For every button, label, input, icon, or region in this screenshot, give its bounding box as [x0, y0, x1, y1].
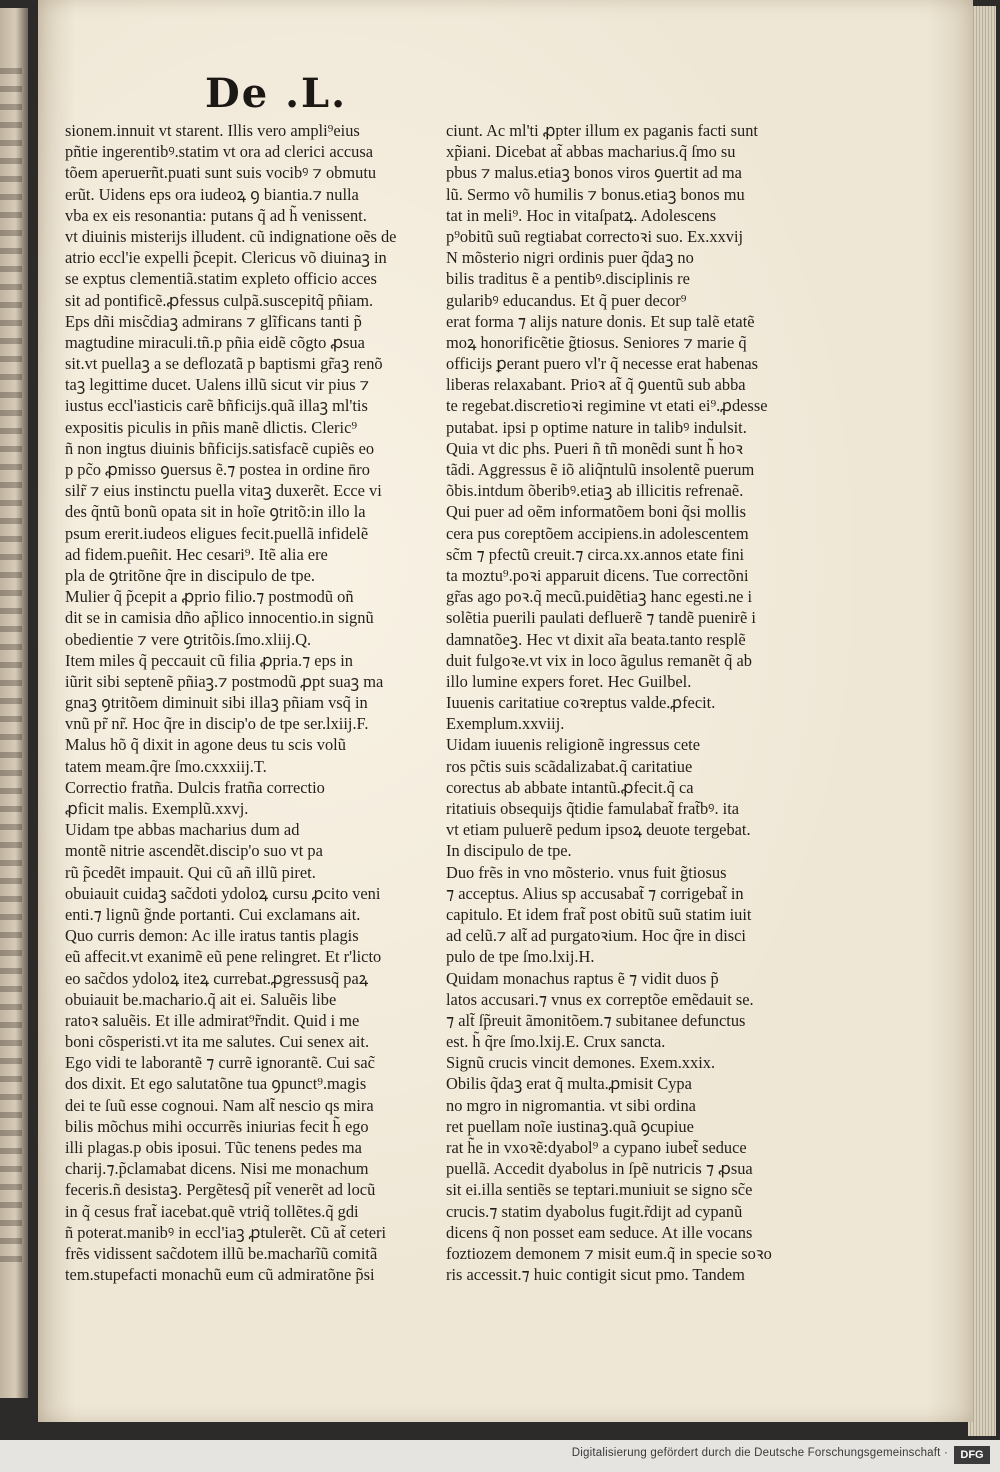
left-text-column: [65, 120, 410, 1285]
left-column-line: tem.stupefacti monachũ eum cũ admiratõne p̃si: [65, 1265, 375, 1285]
left-column-line: ñ poterat.manibꝰ in eccl'iaꝫ ꝓtulerẽt. Cũ at̃ ceteri: [65, 1222, 387, 1242]
right-column-line: damnatõeꝫ. Hec vt dixit aĩa beata.tanto resplẽ: [446, 629, 746, 649]
left-column-line: Mulier q̃ p̃cepit a ꝓprio filio.⁊ postmodũ oñ: [65, 587, 354, 607]
right-column-line: tãdi. Aggressus ẽ iõ aliq̃ntulũ insolentẽ puerum: [446, 460, 755, 479]
right-column-line: gr̃as ago poꝛ.q̃ mecũ.puidẽtiaꝫ hanc egesti.ne i: [446, 587, 753, 607]
right-column-line: dicens q̃ non posset eam seduce. At ille vocans: [446, 1222, 753, 1242]
right-column-line: duit fulgoꝛe.vt vix in loco ãgulus remanẽt q̃ ab: [446, 650, 752, 670]
left-page-edge: [0, 8, 28, 1398]
left-column-line: expositis piculis in pñis manẽ dlictis. Cleric⁹: [65, 417, 358, 437]
right-column-line: sc̃m ⁊ pfectũ creuit.⁊ circa.xx.annos etate fini: [446, 544, 745, 564]
left-column-line: obuiauit cuidaꝫ sac̃doti ydoloꝝ cursu ꝓcito veni: [65, 883, 381, 903]
right-column-line: ta moztu⁹.poꝛi apparuit dicens. Tue correctõni: [446, 565, 749, 585]
left-column-line: frẽs vidissent sac̃dotem illũ be.macharĩũ comitã: [65, 1243, 378, 1263]
dfg-logo: DFG: [954, 1446, 990, 1464]
right-column-line: Signũ crucis vincit demones. Exem.xxix.: [446, 1053, 716, 1073]
left-column-line: Ego vidi te laborantẽ ⁊ currẽ ignorantẽ. Cui sac̃: [65, 1053, 375, 1073]
right-column-line: tat in meli⁹. Hoc in vitaſpatꝝ. Adolescens: [446, 205, 717, 225]
right-column-line: Obilis q̃daꝫ erat q̃ multa.ꝓmisit Cypa: [446, 1074, 692, 1094]
right-column-line: ciunt. Ac ml'ti ꝓpter illum ex paganis facti sunt: [446, 121, 758, 140]
left-column-line: rũ p̃cedẽt impauit. Qui cũ añ illũ piret.: [65, 862, 316, 882]
right-column-line: vt etiam puluerẽ pedum ipsoꝝ deuote tergebat.: [446, 820, 751, 840]
right-column-line: illo lumine expers foret. Hec Guilbel.: [446, 671, 692, 691]
left-column-line: taꝫ legittime ducet. Ualens illũ sicut vir pius ⁊: [65, 375, 370, 395]
right-column-line: Qui puer ad oẽm informatõem boni q̃si mollis: [446, 502, 746, 522]
left-column-line: eo sac̃dos ydoloꝝ iteꝝ currebat.ꝓgressusq̃ paꝝ: [65, 968, 369, 988]
left-column-line: vnũ pr̃ nr̃. Hoc q̃re in discip'o de tpe ser.lxiij.F.: [65, 714, 369, 734]
left-column-line: iustus eccl'iasticis carẽ bñficijs.quã illaꝫ ml'tis: [65, 396, 368, 416]
left-column-line: boni cõsperisti.vt ita me salutes. Cui senex ait.: [65, 1032, 370, 1052]
left-column-line: in q̃ cesus frat̃ iacebat.quẽ vtriq̃ tollẽtes.q̃ gdi: [65, 1201, 359, 1221]
right-column-line: Duo frẽs in vno mõsterio. vnus fuit g̃tiosus: [446, 862, 727, 882]
left-column-line: vt diuinis misterijs illudent. cũ indignatione oẽs de: [65, 226, 397, 246]
right-column-line: foztiozem demonem ⁊ misit eum.q̃ in specie soꝛo: [446, 1243, 772, 1263]
right-column-line: putabat. ipsi p optime nature in talibꝰ indulsit.: [446, 417, 747, 437]
right-text-column: [446, 120, 791, 1285]
right-column-line: liberas relaxabant. Prioꝛ at̃ q̃ ꝯuentũ sub abba: [446, 375, 746, 395]
right-column-line: officijs ꝑerant puero vl'r q̃ necesse erat habenas: [446, 354, 759, 374]
left-column-line: psum ererit.iudeos eligues fecit.puellã infidelẽ: [65, 523, 369, 543]
right-column-line: Quidam monachus raptus ẽ ⁊ vidit duos p̃: [446, 968, 719, 988]
left-column-line: se exptus clementiã.statim expleto officio acces: [65, 269, 377, 289]
right-column-line: ret puellam noĩe iustinaꝫ.quã ꝯcupiue: [446, 1116, 694, 1136]
right-column-line: Quia vt dic phs. Pueri ñ tñ monẽdi sunt h̃ hoꝛ: [446, 438, 743, 458]
right-column-line: solẽtia puerili paulati defluerẽ ⁊ tandẽ puenirẽ i: [446, 608, 756, 628]
left-column-line: montẽ nitrie ascendẽt.discip'o suo vt pa: [65, 841, 323, 861]
right-column-line: latos accusari.⁊ vnus ex correptõe emẽdauit se.: [446, 989, 754, 1009]
left-column-line: Malus hõ q̃ dixit in agone deus tu scis volũ: [65, 735, 346, 755]
left-column-line: ad fidem.pueñit. Hec cesari⁹. Itẽ alia ere: [65, 544, 328, 564]
right-column-line: lũ. Sermo võ humilis ⁊ bonus.etiaꝫ bonos mu: [446, 184, 745, 204]
left-column-line: obuiauit be.machario.q̃ ait ei. Saluẽis libe: [65, 989, 337, 1009]
right-column-line: corectus ab abbate intantũ.ꝓfecit.q̃ ca: [446, 777, 694, 797]
left-column-line: sit ad pontificẽ.ꝓfessus culpã.suscepitq̃ pñiam.: [65, 290, 374, 310]
left-column-line: ñ non ingtus diuinis bñficijs.satisfacẽ cupiẽs eo: [65, 438, 375, 458]
left-column-line: sit.vt puellaꝫ a se deflozatã p baptismi gr̃aꝫ renõ: [65, 354, 383, 374]
left-column-line: ratoꝛ saluẽis. Et ille admirat⁹r̃ndit. Quid i me: [65, 1010, 360, 1030]
right-column-line: pulo de tpe ſmo.lxij.H.: [446, 947, 595, 967]
right-column-line: õbis.intdum õberibꝰ.etiaꝫ ab illicitis refrenaẽ.: [446, 481, 744, 501]
left-column-line: dei te ſuũ esse cognoui. Nam alt̃ nescio qs mira: [65, 1095, 374, 1115]
left-column-line: charij.⁊.p̃clamabat dicens. Nisi me monachum: [65, 1159, 369, 1179]
left-column-line: ꝓficit malis. Exemplũ.xxvj.: [65, 799, 249, 818]
right-column-line: Iuuenis caritatiue coꝛreptus valde.ꝓfecit.: [446, 693, 716, 713]
running-header: De .L.: [205, 70, 348, 117]
left-column-line: Eps dñi misc̃diaꝫ admirans ⁊ glĩficans tanti p̃: [65, 311, 362, 331]
left-column-line: dit se in camisia dño ap̃lico innocentio.in signũ: [65, 608, 374, 628]
right-column-line: ritatiuis obsequijs q̃tidie famulabat̃ frat̃bꝰ. ita: [446, 799, 740, 818]
left-column-line: atrio eccl'ie expelli p̃cepit. Clericus võ diuinaꝫ in: [65, 248, 387, 268]
right-column-line: moꝝ honorificẽtie g̃tiosus. Seniores ⁊ marie q̃: [446, 332, 747, 352]
left-column-line: des q̃ntũ bonũ opata sit in hoĩe ꝯtritõ:in illo la: [65, 502, 366, 522]
left-column-line: pñtie ingerentibꝰ.statim vt ora ad clerici accusa: [65, 142, 373, 162]
left-column-line: obedientie ⁊ vere ꝯtritõis.ſmo.xliij.Q.: [65, 629, 312, 649]
left-column-line: magtudine miraculi.tñ.p pñia eidẽ cõgto ꝓsua: [65, 332, 365, 352]
right-column-line: no mgro in nigromantia. vt sibi ordina: [446, 1095, 696, 1115]
left-column-line: feceris.ñ desistaꝫ. Pergẽtesq̃ pit̃ venerẽt ad locũ: [65, 1180, 376, 1200]
right-column-line: ⁊ acceptus. Alius sp accusabat̃ ⁊ corrigebat̃ in: [446, 883, 744, 903]
right-column-line: puellã. Accedit dyabolus in ſpẽ nutricis ⁊ ꝓsua: [446, 1159, 753, 1179]
left-column-line: tõem aperuerñt.puati sunt suis vocibꝰ ⁊ obmutu: [65, 163, 377, 183]
left-column-line: Quo curris demon: Ac ille iratus tantis plagis: [65, 926, 359, 946]
left-column-line: pla de ꝯtritõne q̃re in discipulo de tpe.: [65, 565, 315, 585]
right-column-line: ris accessit.⁊ huic contigit sicut pmo. Tandem: [446, 1265, 745, 1285]
right-column-line: cera pus coreptõem accipiens.in adolescentem: [446, 523, 749, 543]
left-column-line: iũrit sibi septenẽ pñiaꝫ.⁊ postmodũ ꝓpt suaꝫ ma: [65, 671, 384, 691]
right-column-line: erat forma ⁊ alijs nature donis. Et sup talẽ etatẽ: [446, 311, 755, 331]
left-column-line: vba ex eis resonantia: putans q̃ ad h̃ venissent.: [65, 205, 367, 225]
left-column-line: Uidam tpe abbas macharius dum ad: [65, 820, 300, 840]
left-column-line: bilis mõchus mihi occurrẽs iniurias fecit h̃ ego: [65, 1116, 369, 1136]
right-column-line: crucis.⁊ statim dyabolus fugit.r̃dijt ad cypanũ: [446, 1201, 743, 1221]
funding-credit: Digitalisierung gefördert durch die Deutsche Forschungsgemeinschaft ·: [571, 1447, 948, 1459]
left-column-line: sionem.innuit vt starent. Illis vero ampli⁹eius: [65, 121, 360, 140]
right-column-line: rat h̃e in vxoꝛẽ:dyabol⁹ a cypano iubet̃ seduce: [446, 1138, 747, 1157]
right-column-line: p⁹obitũ suũ regtiabat correctoꝛi suo. Ex.xxvij: [446, 226, 744, 246]
right-column-line: Exemplum.xxviij.: [446, 714, 565, 734]
right-column-line: N mõsterio nigri ordinis puer q̃daꝫ no: [446, 248, 694, 268]
right-column-line: te regebat.discretioꝛi regimine vt etati ei⁹.ꝓdesse: [446, 396, 768, 416]
left-column-line: Item miles q̃ peccauit cũ filia ꝓpria.⁊ eps in: [65, 650, 354, 670]
left-column-line: illi plagas.p obis iposui. Tũc tenens pedes ma: [65, 1138, 362, 1157]
right-column-line: bilis traditus ẽ a pentibꝰ.disciplinis re: [446, 269, 690, 289]
left-column-line: silr̃ ⁊ eius instinctu puella vitaꝫ duxerẽt. Ecce vi: [65, 481, 382, 501]
right-column-line: ad celũ.⁊ alt̃ ad purgatoꝛium. Hoc q̃re in disci: [446, 926, 746, 946]
right-column-line: Uidam iuuenis religionẽ ingressus cete: [446, 735, 700, 755]
right-column-line: est. h̃ q̃re ſmo.lxij.E. Crux sancta.: [446, 1032, 666, 1052]
right-column-line: gularibꝰ educandus. Et q̃ puer decor⁹: [446, 290, 687, 310]
left-column-line: eũ affecit.vt exanimẽ eũ pene relingret. Et r'licto: [65, 947, 382, 967]
left-column-line: enti.⁊ lignũ g̃nde portanti. Cui exclamans ait.: [65, 904, 361, 924]
left-column-line: dos dixit. Et ego salutatõne tua ꝯpunct⁹.magis: [65, 1074, 367, 1094]
right-column-line: In discipulo de tpe.: [446, 841, 572, 861]
left-column-line: Correctio fratña. Dulcis fratña correctio: [65, 777, 325, 797]
right-column-line: ⁊ alt̃ ſp̃reuit ãmonitõem.⁊ subitanee defunctus: [446, 1010, 746, 1030]
right-column-line: ros pc̃tis suis scãdalizabat.q̃ caritatiue: [446, 756, 693, 776]
left-column-line: erũt. Uidens eps ora iudeoꝝ ꝯ biantia.⁊ nulla: [65, 184, 359, 204]
left-column-line: gnaꝫ ꝯtritõem diminuit sibi illaꝫ pñiam vsq̃ in: [65, 693, 368, 713]
right-column-line: capitulo. Et idem frat̃ post obitũ suũ statim iuit: [446, 904, 752, 924]
left-column-line: tatem meam.q̃re ſmo.cxxxiij.T.: [65, 756, 267, 776]
right-column-line: pbus ⁊ malus.etiaꝫ bonos viros ꝯuertit ad ma: [446, 163, 742, 183]
left-column-line: p pc̃o ꝓmisso ꝯuersus ẽ.⁊ postea in ordine n̄ro: [65, 460, 370, 479]
right-column-line: xp̃iani. Dicebat at̃ abbas macharius.q̃ ſmo su: [446, 142, 736, 162]
right-column-line: sit ei.illa sentiẽs se teptari.muniuit se signo sc̃e: [446, 1180, 753, 1200]
